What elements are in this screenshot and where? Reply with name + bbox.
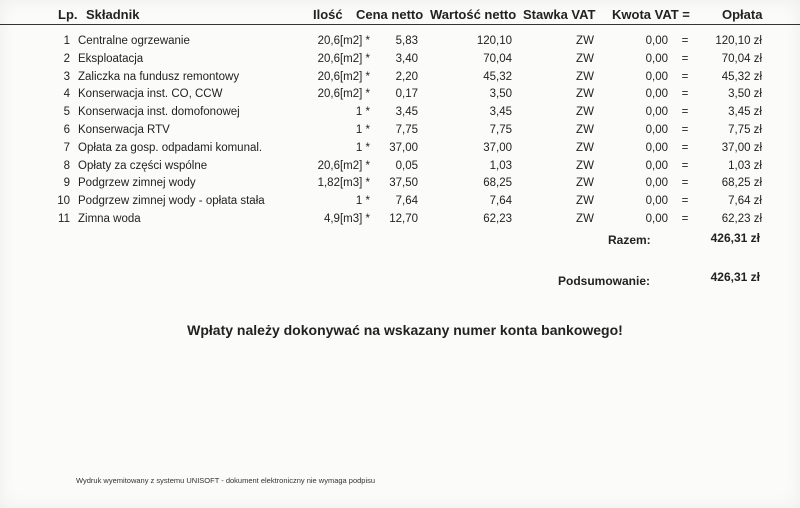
row-net-price: 0,17 bbox=[395, 88, 418, 101]
row-vat-amount: 0,00 bbox=[645, 52, 668, 65]
row-lp: 9 bbox=[63, 177, 70, 190]
row-net-value: 7,75 bbox=[489, 124, 512, 136]
row-net-price: 37,50 bbox=[389, 177, 418, 190]
table-row bbox=[0, 195, 800, 212]
summary-value: 426,31 zł bbox=[710, 270, 760, 284]
table-row bbox=[0, 160, 800, 177]
row-vat-rate: ZW bbox=[576, 106, 594, 119]
row-vat-amount: 0,00 bbox=[645, 177, 668, 190]
row-qty: 20,6[m2] * bbox=[317, 159, 370, 172]
table-row bbox=[0, 106, 800, 123]
row-qty: 1 * bbox=[355, 195, 370, 208]
row-equals: = bbox=[681, 70, 689, 83]
row-fee: 120,10 zł bbox=[715, 35, 762, 47]
row-fee: 3,50 zł bbox=[728, 88, 762, 101]
row-equals: = bbox=[681, 35, 689, 47]
header-name: Składnik bbox=[86, 7, 140, 22]
row-fee: 3,45 zł bbox=[728, 106, 762, 119]
row-qty: 1 * bbox=[355, 141, 370, 154]
row-vat-amount: 0,00 bbox=[645, 159, 668, 172]
row-net-value: 1,03 bbox=[489, 159, 512, 172]
row-equals: = bbox=[681, 159, 689, 172]
row-fee: 62,23 zł bbox=[721, 213, 762, 225]
table-header bbox=[0, 0, 800, 25]
row-net-price: 0,05 bbox=[395, 159, 418, 172]
row-qty: 20,6[m2] * bbox=[317, 35, 370, 47]
table-row bbox=[0, 35, 800, 52]
row-vat-amount: 0,00 bbox=[645, 70, 668, 83]
header-qty: Ilość bbox=[313, 7, 343, 22]
table-row bbox=[0, 88, 800, 105]
row-qty: 1 * bbox=[355, 124, 370, 136]
row-lp: 10 bbox=[57, 195, 70, 208]
footer-note: Wydruk wyemitowany z systemu UNISOFT - dokument elektroniczny nie wymaga podpisu bbox=[76, 476, 376, 485]
row-qty: 20,6[m2] * bbox=[317, 52, 370, 65]
row-net-price: 3,45 bbox=[395, 106, 418, 119]
row-equals: = bbox=[681, 177, 689, 190]
row-vat-rate: ZW bbox=[576, 35, 594, 47]
row-name: Podgrzew zimnej wody - opłata stała bbox=[78, 195, 265, 208]
header-vat-amount: Kwota VAT = bbox=[612, 7, 690, 22]
row-qty: 1 * bbox=[355, 106, 370, 119]
row-net-price: 37,00 bbox=[389, 141, 418, 154]
row-vat-amount: 0,00 bbox=[645, 141, 668, 154]
row-vat-rate: ZW bbox=[576, 159, 594, 172]
row-vat-rate: ZW bbox=[576, 52, 594, 65]
row-net-price: 3,40 bbox=[395, 52, 418, 65]
row-net-value: 70,04 bbox=[483, 52, 512, 65]
row-lp: 1 bbox=[63, 35, 70, 47]
header-net-price: Cena netto bbox=[356, 7, 424, 22]
row-vat-amount: 0,00 bbox=[645, 213, 668, 225]
row-name: Zimna woda bbox=[78, 213, 141, 225]
row-net-value: 62,23 bbox=[483, 213, 512, 225]
row-lp: 8 bbox=[63, 159, 70, 172]
row-equals: = bbox=[681, 124, 689, 136]
table-row bbox=[0, 53, 800, 70]
row-name: Konserwacja inst. domofonowej bbox=[78, 106, 240, 119]
summary-label: Podsumowanie: bbox=[558, 274, 651, 288]
header-lp: Lp. bbox=[58, 7, 78, 22]
row-equals: = bbox=[681, 52, 689, 65]
row-vat-rate: ZW bbox=[576, 195, 594, 208]
row-net-value: 45,32 bbox=[483, 70, 512, 83]
row-net-value: 120,10 bbox=[476, 35, 512, 47]
row-lp: 5 bbox=[63, 106, 70, 119]
row-vat-amount: 0,00 bbox=[645, 106, 668, 119]
row-net-price: 5,83 bbox=[395, 35, 418, 47]
row-net-price: 7,64 bbox=[395, 195, 418, 208]
row-vat-rate: ZW bbox=[576, 141, 594, 154]
payment-notice: Wpłaty należy dokonywać na wskazany numer konta bankowego! bbox=[187, 322, 623, 338]
row-fee: 7,75 zł bbox=[728, 124, 762, 136]
row-lp: 3 bbox=[63, 70, 70, 83]
row-vat-amount: 0,00 bbox=[645, 124, 668, 136]
row-qty: 1,82[m3] * bbox=[317, 177, 370, 190]
row-fee: 68,25 zł bbox=[721, 177, 762, 190]
row-name: Zaliczka na fundusz remontowy bbox=[78, 70, 240, 83]
table-row bbox=[0, 124, 800, 141]
row-vat-rate: ZW bbox=[576, 177, 594, 190]
row-qty: 4,9[m3] * bbox=[323, 213, 370, 225]
row-name: Eksploatacja bbox=[78, 52, 144, 65]
table-row bbox=[0, 71, 800, 88]
row-vat-amount: 0,00 bbox=[645, 35, 668, 47]
row-lp: 11 bbox=[58, 213, 70, 225]
row-name: Opłata za gosp. odpadami komunal. bbox=[78, 141, 263, 154]
row-lp: 4 bbox=[63, 88, 70, 101]
row-name: Podgrzew zimnej wody bbox=[78, 177, 196, 190]
row-fee: 1,03 zł bbox=[728, 159, 762, 172]
table-row bbox=[0, 213, 800, 230]
row-equals: = bbox=[681, 88, 689, 101]
row-net-price: 2,20 bbox=[395, 70, 418, 83]
row-net-price: 7,75 bbox=[395, 124, 418, 136]
row-qty: 20,6[m2] * bbox=[317, 88, 370, 101]
row-qty: 20,6[m2] * bbox=[317, 70, 370, 83]
table-row bbox=[0, 177, 800, 194]
row-name: Opłaty za części wspólne bbox=[78, 159, 208, 172]
row-net-value: 68,25 bbox=[483, 177, 512, 190]
row-name: Centralne ogrzewanie bbox=[78, 35, 190, 47]
row-fee: 45,32 zł bbox=[721, 70, 762, 83]
razem-value: 426,31 zł bbox=[710, 231, 760, 245]
row-lp: 2 bbox=[63, 52, 70, 65]
row-equals: = bbox=[681, 106, 689, 119]
header-fee: Opłata bbox=[722, 7, 763, 22]
row-equals: = bbox=[681, 213, 689, 225]
row-equals: = bbox=[681, 195, 689, 208]
row-net-value: 3,50 bbox=[489, 88, 512, 101]
row-net-value: 3,45 bbox=[489, 106, 512, 119]
row-name: Konserwacja inst. CO, CCW bbox=[78, 88, 223, 101]
header-net-value: Wartość netto bbox=[430, 7, 517, 22]
row-net-value: 37,00 bbox=[483, 141, 512, 154]
row-vat-amount: 0,00 bbox=[645, 195, 668, 208]
row-vat-rate: ZW bbox=[576, 124, 594, 136]
row-net-price: 12,70 bbox=[389, 213, 418, 225]
row-vat-rate: ZW bbox=[576, 88, 594, 101]
row-net-value: 7,64 bbox=[489, 195, 512, 208]
row-vat-amount: 0,00 bbox=[645, 88, 668, 101]
row-equals: = bbox=[681, 141, 689, 154]
table-row bbox=[0, 142, 800, 159]
row-vat-rate: ZW bbox=[576, 70, 594, 83]
row-vat-rate: ZW bbox=[576, 213, 594, 225]
header-vat-rate: Stawka VAT bbox=[523, 7, 596, 22]
razem-label: Razem: bbox=[608, 233, 651, 247]
row-name: Konserwacja RTV bbox=[78, 124, 170, 136]
row-lp: 7 bbox=[63, 141, 70, 154]
row-fee: 37,00 zł bbox=[721, 141, 762, 154]
row-lp: 6 bbox=[63, 124, 70, 136]
row-fee: 7,64 zł bbox=[728, 195, 762, 208]
row-fee: 70,04 zł bbox=[721, 52, 762, 65]
